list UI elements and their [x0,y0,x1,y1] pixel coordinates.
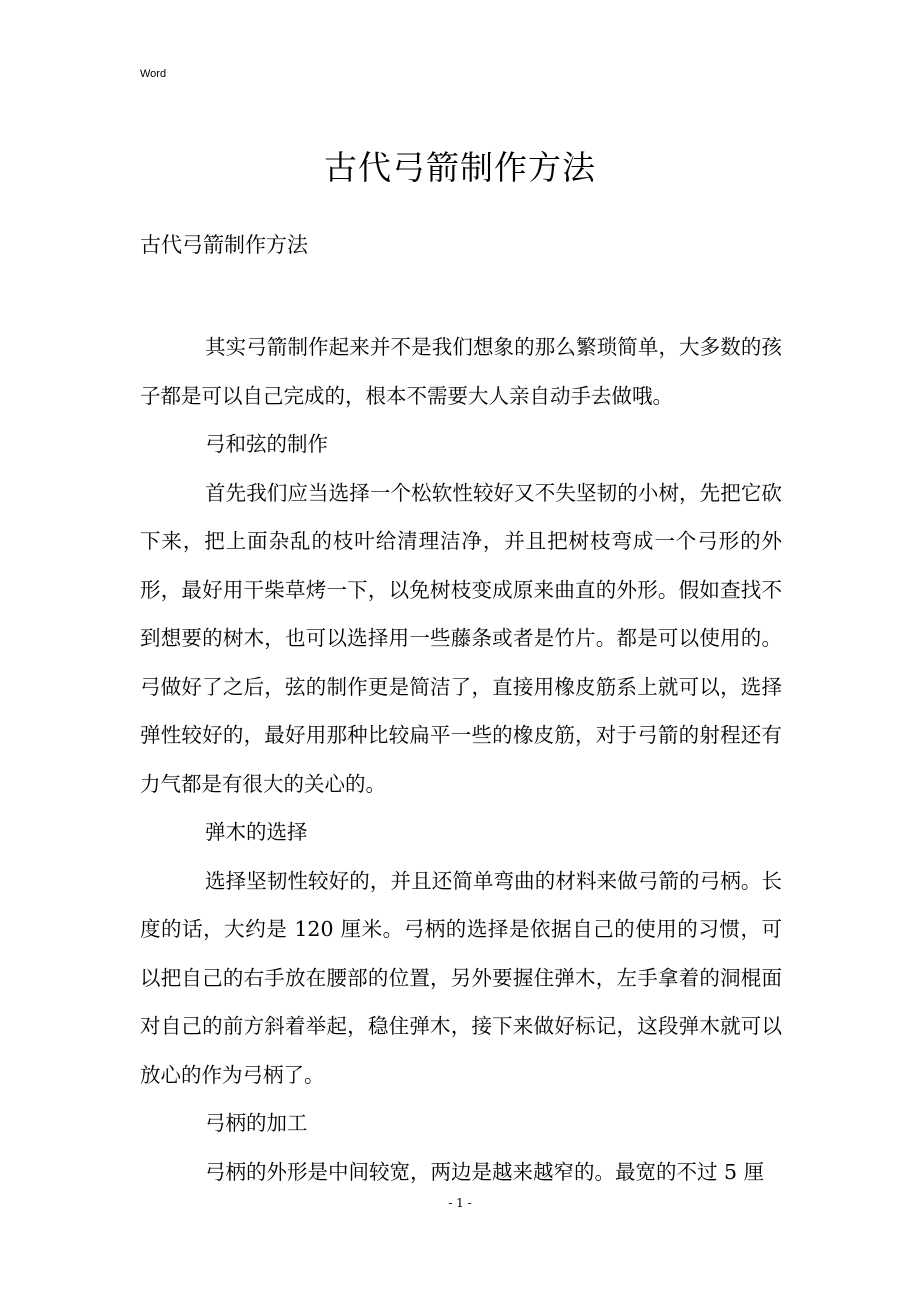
header-label: Word [140,68,167,80]
paragraph-handle-processing: 弓柄的外形是中间较宽，两边是越来越窄的。最宽的不过 5 厘 [205,1159,765,1184]
document-title: 古代弓箭制作方法 [324,148,596,187]
section-heading-wood-selection: 弹木的选择 [205,820,308,844]
section-heading-handle-processing: 弓柄的加工 [205,1111,308,1135]
document-body [140,323,782,1196]
section-heading-bow-string: 弓和弦的制作 [205,432,328,456]
page-number: - 1 - [448,1196,472,1210]
paragraph-intro: 其实弓箭制作起来并不是我们想象的那么繁琐简单，大多数的孩子都是可以自己完成的，根本不需要大人亲自动手去做哦。 [140,335,782,408]
paragraph-wood-selection: 选择坚韧性较好的，并且还简单弯曲的材料来做弓箭的弓柄。长度的话，大约是 120 厘米。弓柄的选择是依据自己的使用的习惯，可以把自己的右手放在腰部的位置，另外要握住弹木，左手拿着的洞棍面对自己的前方斜着举起，稳住弹木，接下来做好标记，这段弹木就可以放心的作为弓柄了。 [140,868,782,1087]
paragraph-bow-string: 首先我们应当选择一个松软性较好又不失坚韧的小树，先把它砍下来，把上面杂乱的枝叶给清理洁净，并且把树枝弯成一个弓形的外形，最好用干柴草烤一下，以免树枝变成原来曲直的外形。假如查找不到想要的树木，也可以选择用一些藤条或者是竹片。都是可以使用的。弓做好了之后，弦的制作更是简洁了，直接用橡皮筋系上就可以，选择弹性较好的，最好用那种比较扁平一些的橡皮筋，对于弓箭的射程还有力气都是有很大的关心的。 [140,480,782,796]
document-subtitle: 古代弓箭制作方法 [140,233,308,257]
